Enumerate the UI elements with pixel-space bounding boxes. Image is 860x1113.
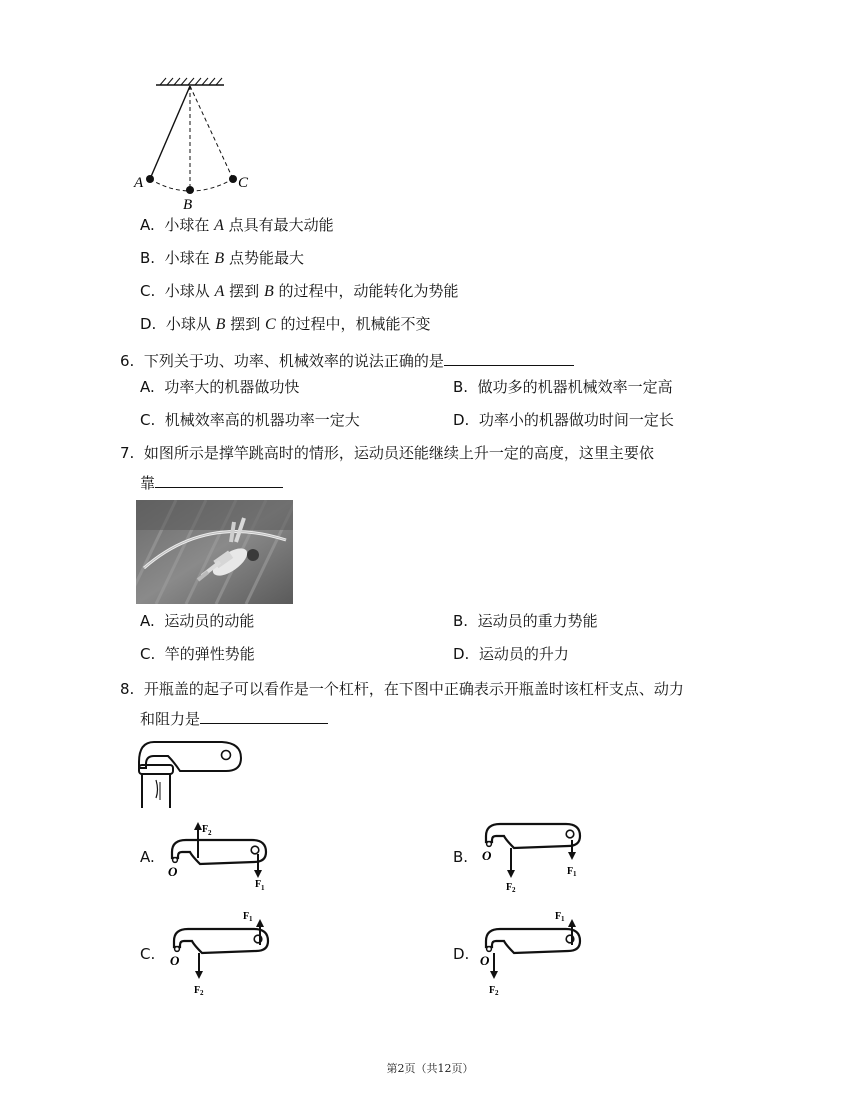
q5-option-c[interactable]: C. 小球从 A 摆到 B 的过程中，动能转化为势能: [140, 282, 459, 300]
lever-diagram-b: [474, 818, 589, 893]
svg-text:F: F: [202, 824, 209, 835]
svg-text:2: 2: [200, 989, 204, 997]
lever-diagram-c: [162, 905, 277, 1000]
svg-text:1: 1: [573, 870, 577, 878]
svg-text:F: F: [567, 866, 574, 877]
svg-text:F: F: [255, 879, 262, 890]
svg-text:O: O: [170, 953, 180, 968]
q7-stem-line1: 7. 如图所示是撑竿跳高时的情形，运动员还能继续上升一定的高度，这里主要依: [120, 444, 654, 462]
q6-option-d[interactable]: D. 功率小的机器做功时间一定长: [453, 411, 674, 429]
svg-text:1: 1: [561, 915, 565, 923]
q6-stem: 6. 下列关于功、功率、机械效率的说法正确的是: [120, 349, 574, 371]
q7-option-a[interactable]: A. 运动员的动能: [140, 612, 255, 630]
svg-text:O: O: [482, 848, 492, 863]
q5-option-b[interactable]: B. 小球在 B 点势能最大: [140, 249, 304, 267]
answer-blank[interactable]: [200, 707, 328, 724]
svg-text:O: O: [168, 864, 178, 879]
q7-option-d[interactable]: D. 运动员的升力: [453, 645, 569, 663]
lever-diagram-d: [474, 905, 589, 1000]
svg-text:F: F: [506, 882, 513, 893]
q8-option-d[interactable]: D.: [453, 945, 470, 963]
q6-option-c[interactable]: C. 机械效率高的机器功率一定大: [140, 411, 360, 429]
q5-option-d[interactable]: D. 小球从 B 摆到 C 的过程中，机械能不变: [140, 315, 431, 333]
svg-text:2: 2: [512, 886, 516, 893]
page-footer: 第2页（共12页）: [386, 1062, 474, 1075]
svg-text:2: 2: [495, 989, 499, 997]
label-b: B: [183, 197, 193, 213]
svg-text:F: F: [194, 985, 201, 996]
q8-option-b[interactable]: B.: [453, 848, 469, 866]
pole-vault-photo: [136, 500, 293, 604]
q8-option-c[interactable]: C.: [140, 945, 156, 963]
svg-text:2: 2: [208, 829, 212, 837]
answer-blank[interactable]: [155, 471, 283, 488]
q6-option-b[interactable]: B. 做功多的机器机械效率一定高: [453, 378, 673, 396]
pendulum-diagram: [130, 70, 260, 215]
svg-text:1: 1: [249, 915, 253, 923]
bottle-opener-figure: [134, 738, 249, 810]
svg-text:O: O: [480, 953, 490, 968]
q5-option-a[interactable]: A. 小球在 A 点具有最大动能: [140, 216, 334, 234]
q6-option-a[interactable]: A. 功率大的机器做功快: [140, 378, 300, 396]
svg-text:1: 1: [261, 884, 265, 892]
svg-text:F: F: [555, 911, 562, 922]
label-a: A: [134, 175, 144, 191]
q7-option-b[interactable]: B. 运动员的重力势能: [453, 612, 598, 630]
q7-option-c[interactable]: C. 竿的弹性势能: [140, 645, 255, 663]
svg-text:F: F: [489, 985, 496, 996]
q7-stem-line2: 靠: [140, 471, 283, 493]
svg-text:F: F: [243, 911, 250, 922]
q8-stem-line2: 和阻力是: [140, 707, 328, 729]
lever-diagram-a: [162, 818, 277, 893]
label-c: C: [238, 175, 249, 191]
q8-stem-line1: 8. 开瓶盖的起子可以看作是一个杠杆，在下图中正确表示开瓶盖时该杠杆支点、动力: [120, 680, 684, 698]
q8-option-a[interactable]: A.: [140, 848, 155, 866]
answer-blank[interactable]: [444, 349, 574, 366]
